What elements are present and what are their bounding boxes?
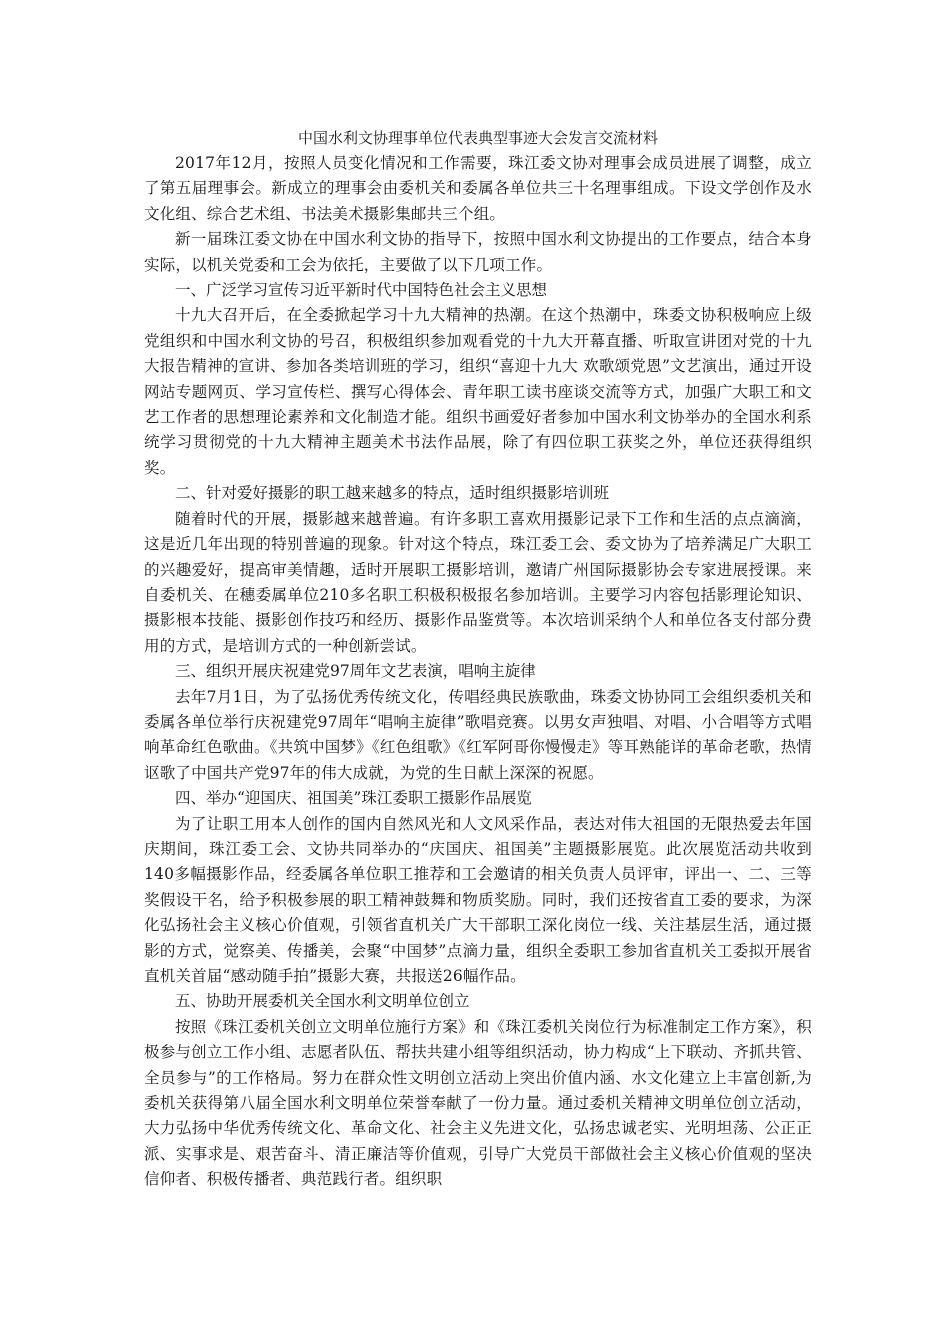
paragraph: 随着时代的开展，摄影越来越普遍。有许多职工喜欢用摄影记录下工作和生活的点点滴滴，这是近几年出现的特别普遍的现象。针对这个特点，珠江委工会、委文协为了培养满足广大职工的兴趣爱好，提高审美情趣，适时开展职工摄影培训，邀请广州国际摄影协会专家进展授课。来自委机关、在穗委属单位210多名职工积极积极报名参加培训。主要学习内容包括影理论知识、摄影根本技能、摄影创作技巧和经历、摄影作品鉴赏等。本次培训采纳个人和单位各支付部分费用的方式，是培训方式的一种创新尝试。	[144, 509, 812, 655]
section-heading: 四、举办“迎国庆、祖国美”珠江委职工摄影作品展览	[175, 789, 532, 808]
paragraph: 2017年12月，按照人员变化情况和工作需要，珠江委文协对理事会成员进展了调整，成立了第五届理事会。新成立的理事会由委机关和委属各单位共三十名理事组成。下设文学创作及水文化组、综合艺术组、书法美术摄影集邮共三个组。	[144, 154, 812, 223]
paragraph: 按照《珠江委机关创立文明单位施行方案》和《珠江委机关岗位行为标准制定工作方案》，积极参与创立工作小组、志愿者队伍、帮扶共建小组等组织活动，协力构成“上下联动、齐抓共管、全员参与”的工作格局。努力在群众性文明创立活动上突出价值内涵、水文化建立上丰富创新,为委机关获得第八届全国水利文明单位荣誉奉献了一份力量。通过委机关精神文明单位创立活动，大力弘扬中华优秀传统文化、革命文化、社会主义先进文化，弘扬忠诚老实、光明坦荡、公正正派、实事求是、艰苦奋斗、清正廉洁等价值观，引导广大党员干部做社会主义核心价值观的坚决信仰者、积极传播者、典范践行者。组织职	[144, 1017, 812, 1189]
section-heading: 三、组织开展庆祝建党97周年文艺表演，唱响主旋律	[175, 662, 536, 681]
section-heading: 五、协助开展委机关全国水利文明单位创立	[175, 992, 470, 1011]
paragraph: 新一届珠江委文协在中国水利文协的指导下，按照中国水利文协提出的工作要点，结合本身实际，以机关党委和工会为依托，主要做了以下几项工作。	[144, 230, 812, 274]
document-page	[144, 126, 812, 1193]
document-title: 中国水利文协理事单位代表典型事迹大会发言交流材料	[297, 129, 658, 147]
section-heading: 一、广泛学习宣传习近平新时代中国特色社会主义思想	[175, 281, 548, 300]
paragraph: 去年7月1日，为了弘扬优秀传统文化，传唱经典民族歌曲，珠委文协协同工会组织委机关和委属各单位举行庆祝建党97周年“唱响主旋律”歌唱竞赛。以男女声独唱、对唱、小合唱等方式唱响革命红色歌曲。《共筑中国梦》《红色组歌》《红军阿哥你慢慢走》等耳熟能详的革命老歌，热情讴歌了中国共产党97年的伟大成就，为党的生日献上深深的祝愿。	[144, 687, 812, 782]
paragraph: 十九大召开后，在全委掀起学习十九大精神的热潮。在这个热潮中，珠委文协积极响应上级党组织和中国水利文协的号召，积极组织参加观看党的十九大开幕直播、听取宣讲团对党的十九大报告精神的宣讲、参加各类培训班的学习，组织“喜迎十九大 欢歌颂党恩”文艺演出，通过开设网站专题网页、学习宣传栏、撰写心得体会、青年职工读书座谈交流等方式，加强广大职工和文艺工作者的思想理论素养和文化制造才能。组织书画爱好者参加中国水利文协举办的全国水利系统学习贯彻党的十九大精神主题美术书法作品展，除了有四位职工获奖之外，单位还获得组织奖。	[144, 306, 812, 477]
section-heading: 二、针对爱好摄影的职工越来越多的特点，适时组织摄影培训班	[175, 484, 610, 503]
paragraph: 为了让职工用本人创作的国内自然风光和人文风采作品，表达对伟大祖国的无限热爱去年国庆期间，珠江委工会、文协共同举办的“庆国庆、祖国美”主题摄影展览。此次展览活动共收到140多幅摄影作品，经委属各单位职工推荐和工会邀请的相关负责人员评审，评出一、二、三等奖假设干名，给予积极参展的职工精神鼓舞和物质奖励。同时，我们还按省直工委的要求，为深化弘扬社会主义核心价值观，引领省直机关广大干部职工深化岗位一线、关注基层生活，通过摄影的方式，觉察美、传播美，会聚“中国梦”点滴力量，组织全委职工参加省直机关工委拟开展省直机关首届“感动随手拍”摄影大赛，共报送26幅作品。	[144, 814, 812, 985]
